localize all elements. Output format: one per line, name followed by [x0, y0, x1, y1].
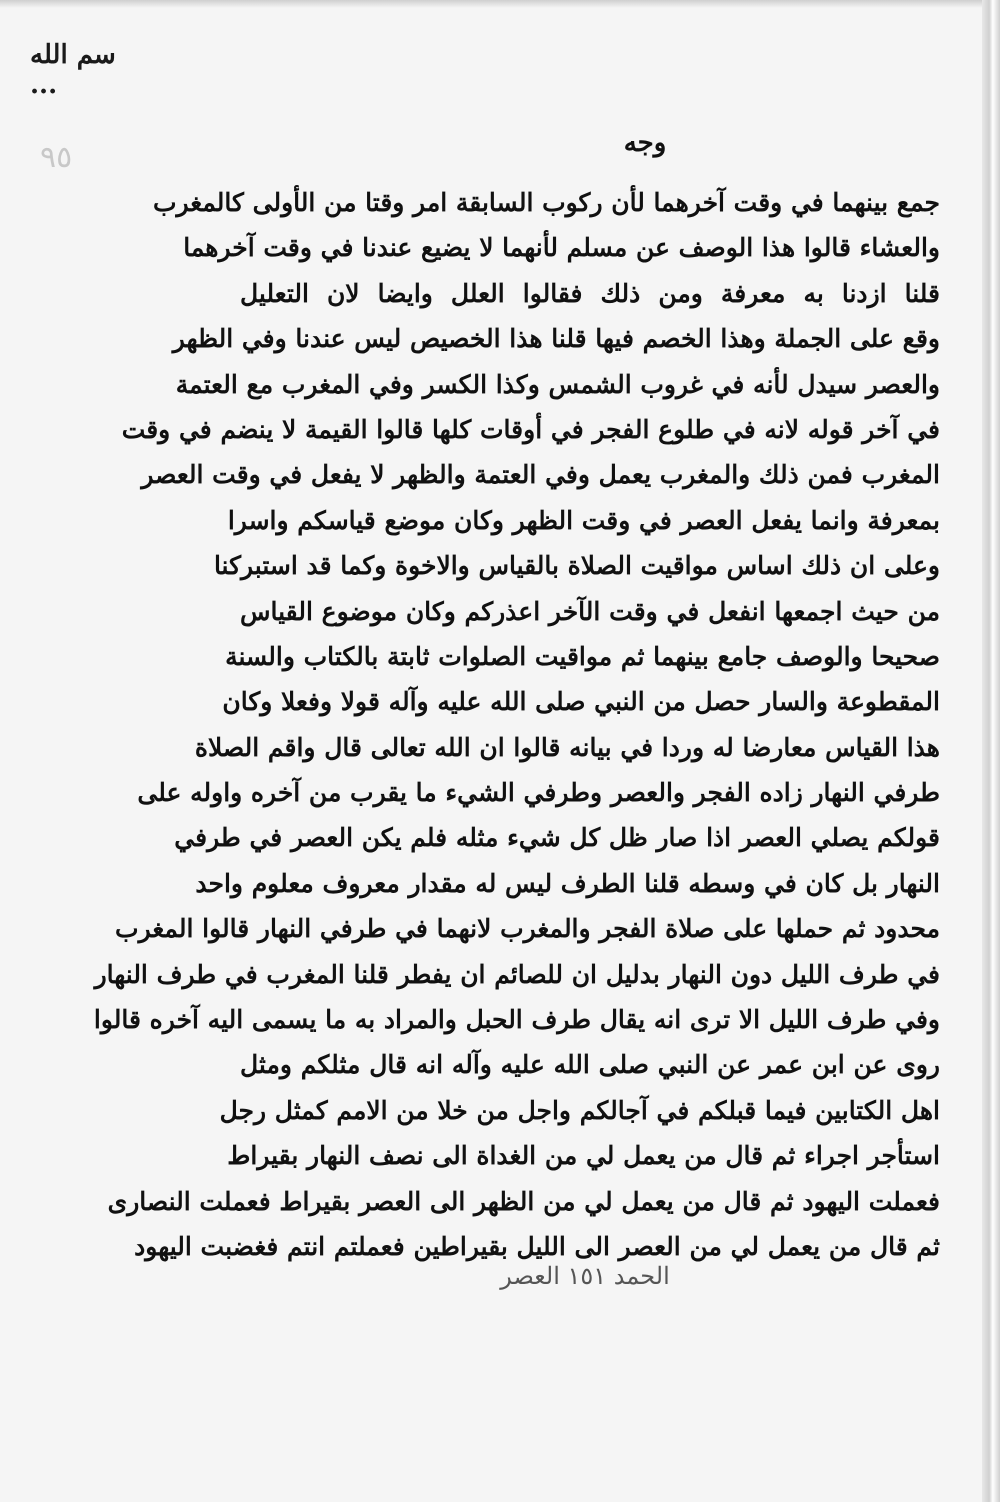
text-line: قولكم يصلي العصر اذا صار ظل كل شيء مثله فلم يكن العصر في طرفي: [174, 823, 940, 853]
folio-mark: ٩٥: [40, 140, 73, 175]
catchword: الحمد ١٥١ العصر: [500, 1262, 670, 1290]
text-line: صحيحا والوصف جامع بينهما ثم مواقيت الصلوات ثابتة بالكتاب والسنة: [225, 641, 940, 671]
text-line: والعشاء قالوا هذا الوصف عن مسلم لأنهما لا يضيع عندنا في وقت آخرهما: [183, 233, 940, 263]
text-line: هذا القياس معارضا له وردا في بيانه قالوا ان الله تعالى قال واقم الصلاة: [194, 732, 940, 762]
page-heading: وجه: [623, 128, 667, 158]
text-line: والعصر سيدل لأنه في غروب الشمس وكذا الكسر وفي المغرب مع العتمة: [175, 369, 940, 399]
text-line: بمعرفة وانما يفعل العصر في وقت الظهر وكان موضع قياسكم واسرا: [227, 505, 940, 535]
text-line: اهل الكتابين فيما قبلكم في آجالكم واجل من خلا من الامم كمثل رجل: [219, 1095, 940, 1125]
main-text-block: [93, 180, 940, 1269]
text-line: روى عن ابن عمر عن النبي صلى الله عليه وآله انه قال مثلكم ومثل: [240, 1050, 940, 1080]
text-line: من حيث اجمعها انفعل في وقت الآخر اعذركم وكان موضوع القياس: [240, 596, 940, 626]
text-line: قلنا ازدنا به معرفة ومن ذلك فقالوا العلل وايضا لان التعليل: [240, 278, 940, 308]
text-line: في طرف الليل دون النهار بدليل ان للصائم ان يفطر قلنا المغرب في طرف النهار: [94, 959, 940, 989]
text-line: وفي طرف الليل الا ترى انه يقال طرف الحبل والمراد به ما يسمى اليه آخره قالوا: [93, 1005, 940, 1035]
text-line: محدود ثم حملها على صلاة الفجر والمغرب لانهما في طرفي النهار قالوا المغرب: [115, 914, 940, 944]
text-line: المقطوعة والسار حصل من النبي صلى الله عليه وآله قولا وفعلا وكان: [222, 687, 940, 717]
text-line: المغرب فمن ذلك والمغرب يعمل وفي العتمة والظهر لا يفعل في وقت العصر: [141, 460, 940, 490]
text-line: فعملت اليهود ثم قال من يعمل لي من الظهر الى العصر بقيراط فعملت النصارى: [107, 1186, 940, 1216]
text-line: ثم قال من يعمل لي من العصر الى الليل بقيراطين فعملتم انتم فغضبت اليهود: [134, 1231, 940, 1261]
text-line: جمع بينهما في وقت آخرهما لأن ركوب السابقة امر وقتا من الأولى كالمغرب: [152, 188, 940, 217]
text-line: وعلى ان ذلك اساس مواقيت الصلاة بالقياس والاخوة وكما قد استبركنا: [213, 551, 940, 581]
page-binding-edge: [982, 0, 1000, 1502]
text-line: في آخر قوله لانه في طلوع الفجر في أوقات كلها قالوا القيمة لا ينضم في وقت: [121, 414, 940, 444]
text-line: طرفي النهار زاده الفجر والعصر وطرفي الشيء ما يقرب من آخره واوله على: [137, 778, 940, 808]
text-line: وقع على الجملة وهذا الخصم فيها قلنا هذا الخصيص ليس عندنا وفي الظهر: [172, 324, 940, 354]
text-line: النهار بل كان في وسطه قلنا الطرف ليس له مقدار معروف معلوم واحد: [195, 868, 940, 898]
text-line: استأجر اجراء ثم قال من يعمل لي من الغداة الى نصف النهار بقيراط: [227, 1141, 940, 1171]
corner-note: سم الله ...: [30, 40, 116, 100]
page-top-edge: [0, 0, 1000, 8]
